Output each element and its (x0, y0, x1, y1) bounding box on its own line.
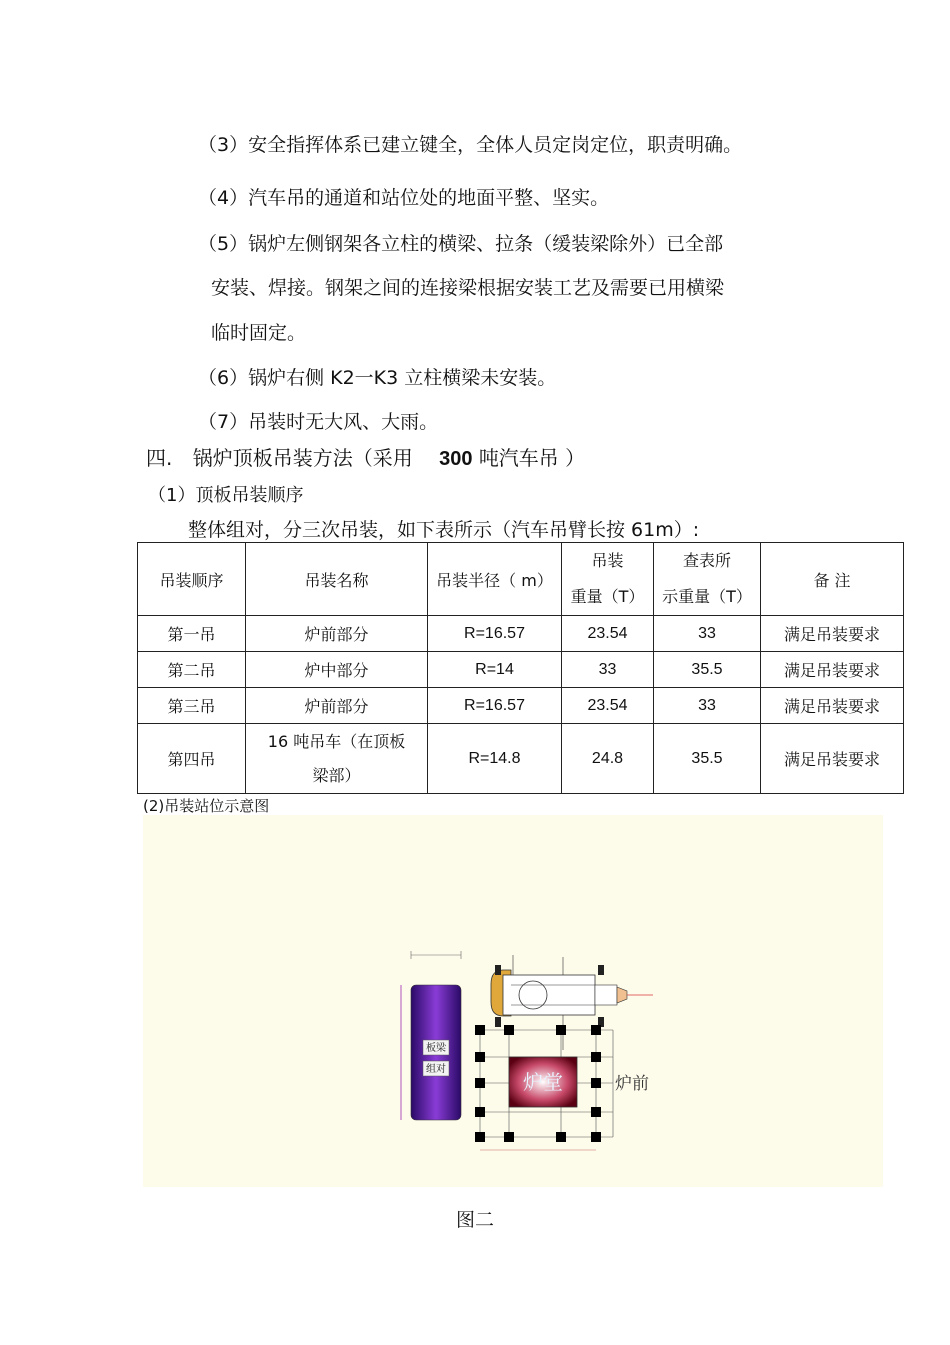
table-header-row (138, 543, 904, 616)
cell-weight: 33 (562, 652, 654, 688)
header-capacity (654, 543, 761, 616)
beam-label-1: 板梁 (426, 1043, 446, 1054)
header-radius: 吊装半径（ m） (428, 543, 562, 616)
furnace-front-label: 炉前 (615, 1074, 649, 1094)
cell-capacity: 35.5 (654, 652, 761, 688)
condition-7: （7）吊装时无大风、大雨。 (198, 411, 439, 433)
cell-remark: 满足吊装要求 (761, 616, 904, 652)
cell-name: 炉前部分 (246, 616, 428, 652)
cell-capacity: 33 (654, 616, 761, 652)
section-title-prefix: 锅炉顶板吊装方法（采用 (192, 446, 413, 470)
cell-name-line1: 16 吨吊车（在顶板 (267, 731, 406, 751)
table-row (138, 616, 904, 652)
header-order: 吊装顺序 (138, 543, 246, 616)
header-weight-line2: 重量（T） (570, 587, 645, 606)
table-row (138, 652, 904, 688)
header-capacity-line2: 示重量（T） (662, 587, 752, 606)
condition-5-line3: 临时固定。 (211, 322, 307, 344)
furnace-label: 炉堂 (523, 1070, 563, 1094)
cell-name: 炉中部分 (246, 652, 428, 688)
furnace (509, 1057, 577, 1107)
cell-radius: R=16.57 (428, 616, 562, 652)
header-remark: 备 注 (761, 543, 904, 616)
cell-weight: 23.54 (562, 616, 654, 652)
header-capacity-line1: 查表所 (682, 551, 731, 570)
section-title-suffix: 吨汽车吊 ） (478, 446, 586, 470)
cell-radius: R=14 (428, 652, 562, 688)
cell-order: 第四吊 (138, 724, 246, 794)
cell-radius: R=16.57 (428, 688, 562, 724)
header-name: 吊装名称 (246, 543, 428, 616)
header-weight (562, 543, 654, 616)
cell-order: 第二吊 (138, 652, 246, 688)
cell-remark: 满足吊装要求 (761, 688, 904, 724)
cell-capacity: 35.5 (654, 724, 761, 794)
subsection-diagram: (2)吊装站位示意图 (143, 797, 270, 815)
section-number: 四. (146, 446, 173, 470)
condition-6: （6）锅炉右侧 K2一K3 立柱横梁未安装。 (198, 367, 557, 389)
cell-name-line2: 梁部） (312, 765, 361, 785)
cell-weight: 23.54 (562, 688, 654, 724)
condition-3: （3）安全指挥体系已建立键全，全体人员定岗定位，职责明确。 (198, 134, 743, 156)
cell-radius: R=14.8 (428, 724, 562, 794)
cell-remark: 满足吊装要求 (761, 652, 904, 688)
header-weight-line1: 吊装 (591, 551, 624, 570)
condition-4: （4）汽车吊的通道和站位处的地面平整、坚实。 (198, 187, 610, 209)
beam-assembly-area (401, 951, 461, 1120)
figure-caption: 图二 (455, 1209, 494, 1231)
intro-text: 整体组对，分三次吊装，如下表所示（汽车吊臂长按 61m）: (188, 519, 700, 541)
condition-5-line1: （5）锅炉左侧钢架各立柱的横梁、拉条（缓装梁除外）已全部 (198, 233, 724, 255)
crane (491, 955, 653, 1050)
cell-name: 炉前部分 (246, 688, 428, 724)
section-heading (146, 442, 585, 471)
cell-remark: 满足吊装要求 (761, 724, 904, 794)
lifting-position-diagram (143, 815, 883, 1187)
table-row (138, 724, 904, 794)
cell-order: 第一吊 (138, 616, 246, 652)
boom-tip (617, 987, 627, 1003)
subsection-order: （1）顶板吊装顺序 (148, 485, 304, 506)
cell-order: 第三吊 (138, 688, 246, 724)
cell-name (246, 724, 428, 794)
cell-capacity: 33 (654, 688, 761, 724)
condition-5-line2: 安装、焊接。钢架之间的连接梁根据安装工艺及需要已用横梁 (211, 277, 725, 299)
cell-weight: 24.8 (562, 724, 654, 794)
table-row (138, 688, 904, 724)
diagram-svg (143, 815, 883, 1187)
lifting-table (137, 542, 904, 794)
beam-label-2: 组对 (426, 1064, 446, 1075)
crane-body (503, 975, 595, 1015)
section-tonnage: 300 (439, 448, 473, 470)
